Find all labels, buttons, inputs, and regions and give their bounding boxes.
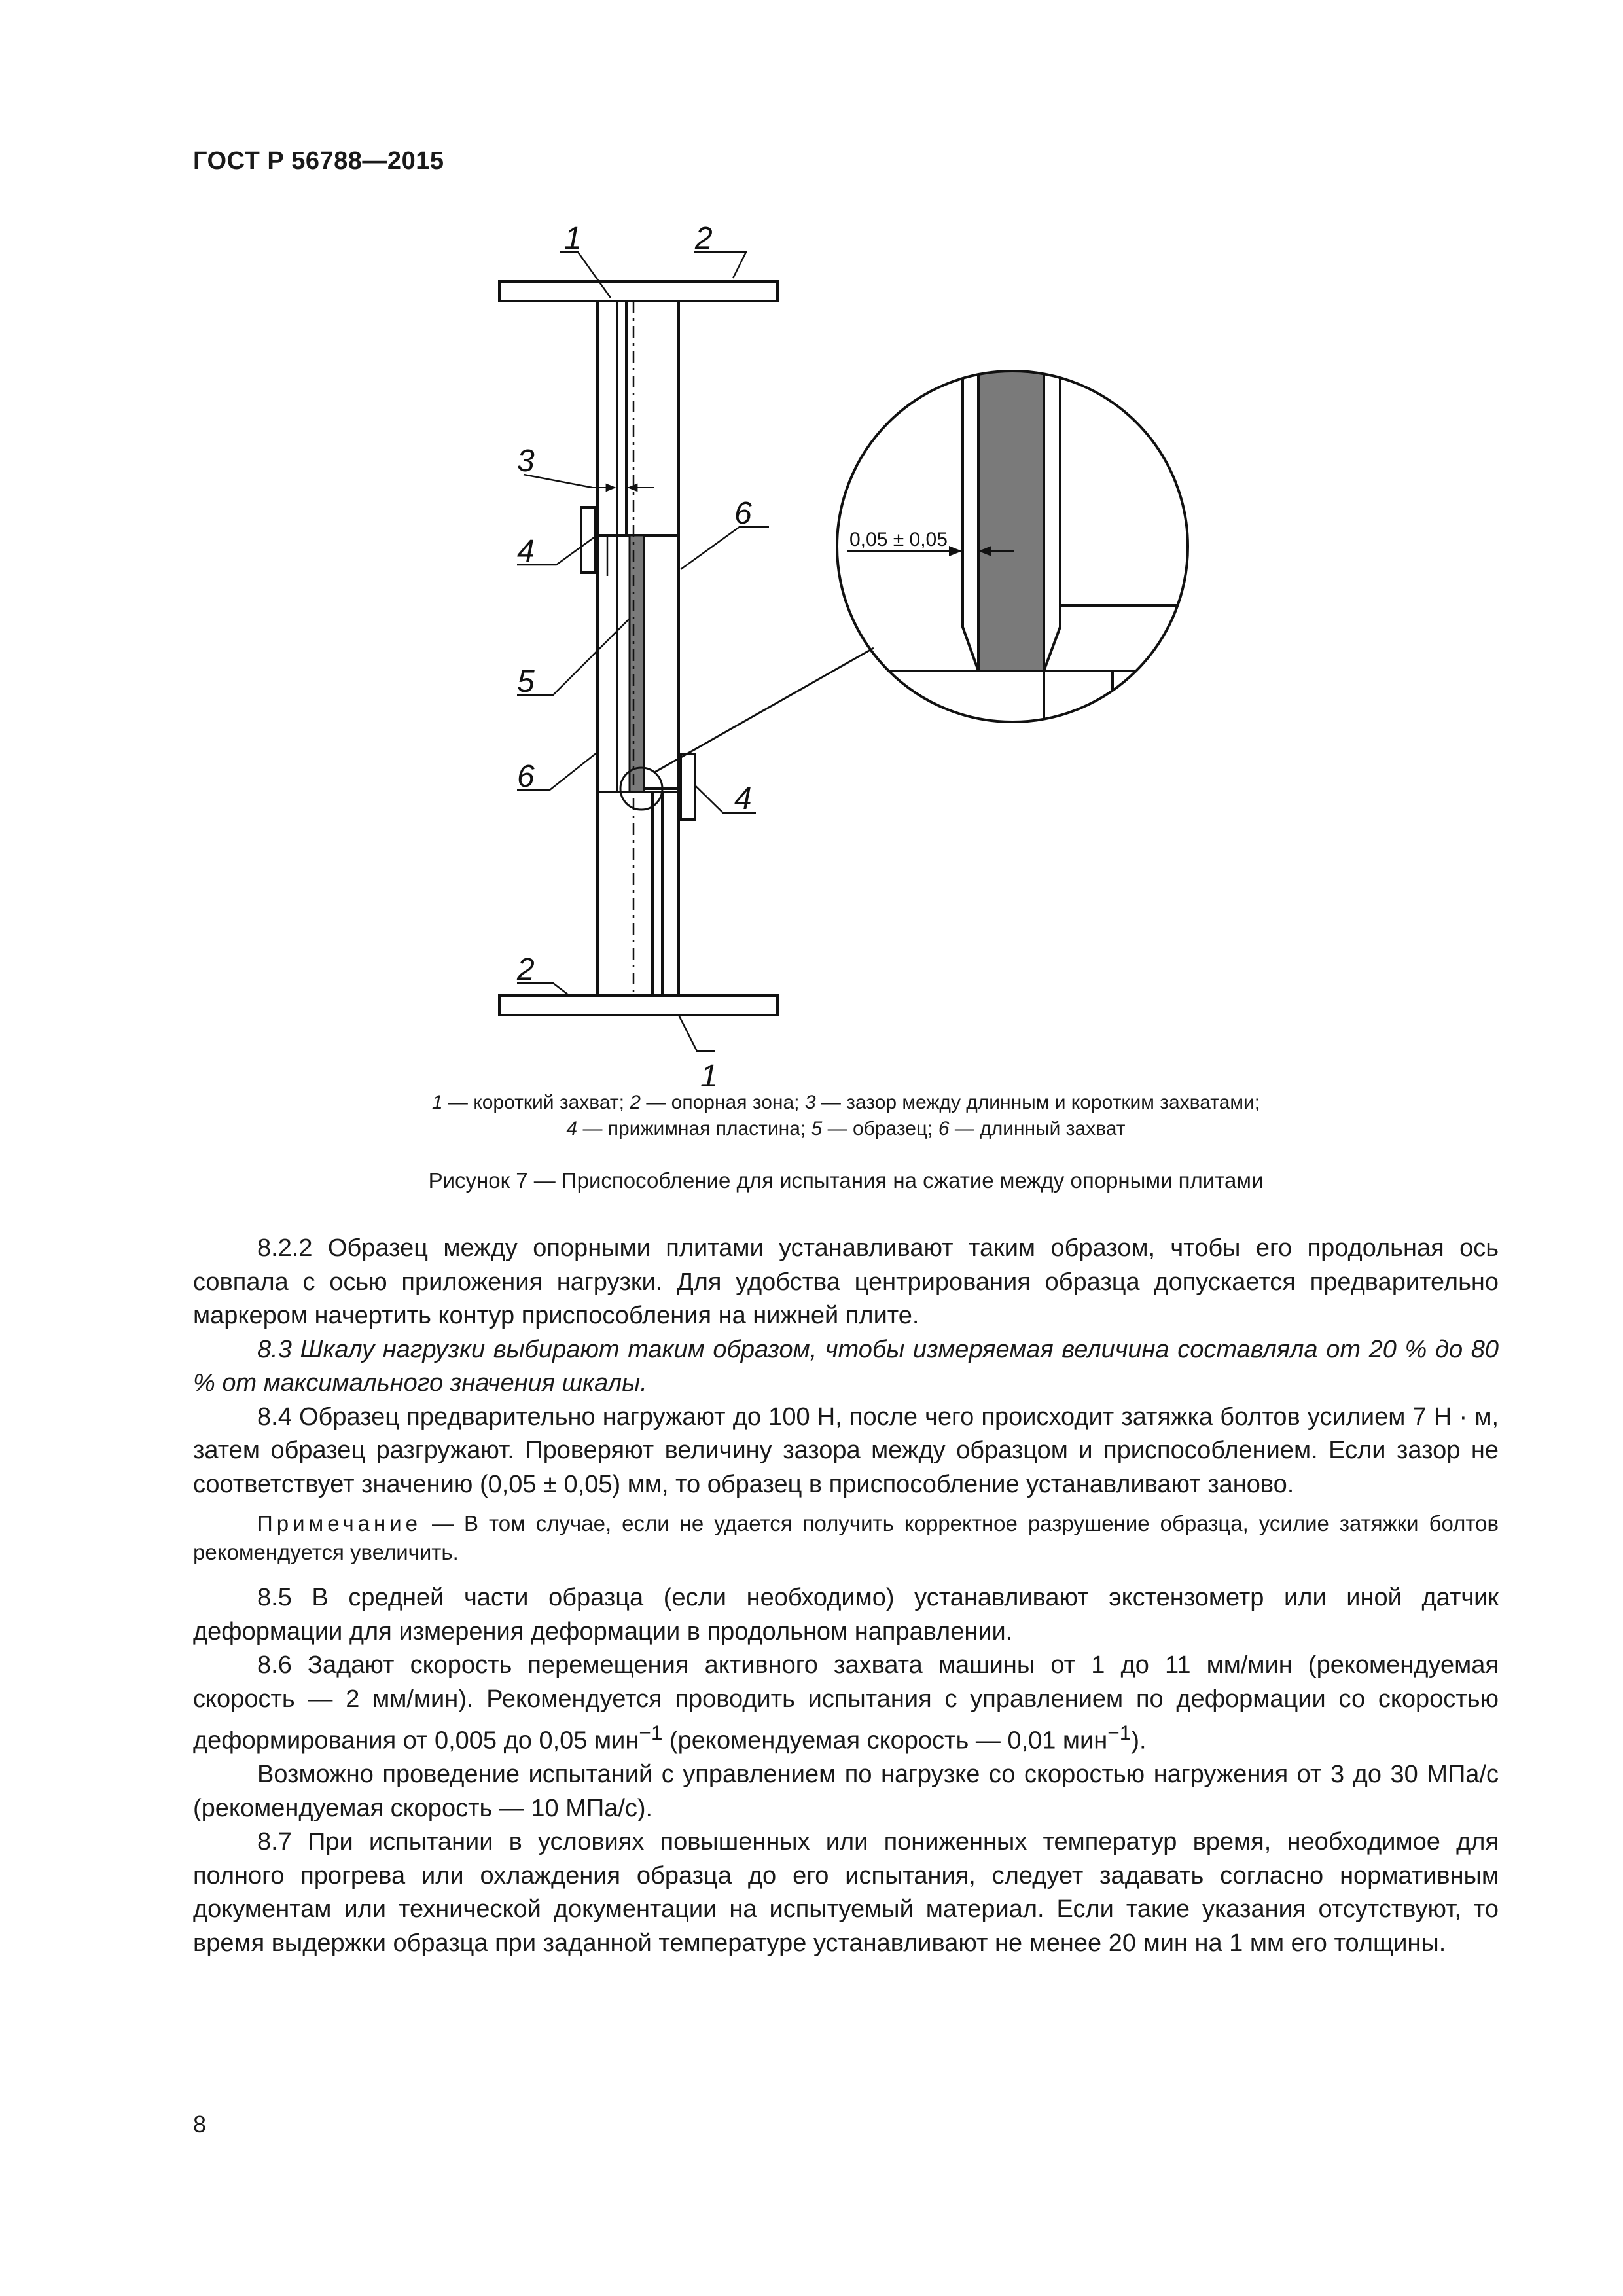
paragraph-8-6-continued: Возможно проведение испытаний с управлением по нагрузке со скоростью нагружения от 3 до 30 МПа/с (рекомендуемая скорость — 10 МПа/с). (193, 1761, 1499, 1822)
paragraph-8-3: 8.3 Шкалу нагрузки выбирают таким образом, чтобы измеряемая величина составляла от 20 % до 80 % от максимального значения шкалы. (193, 1335, 1499, 1397)
body-text (193, 1232, 1499, 1960)
legend-num-3: 3 (804, 1092, 816, 1113)
paragraph-8-5: 8.5 В средней части образца (если необходимо) устанавливают экстензометр или иной датчик деформации для измерения деформации в продольном направлении. (193, 1584, 1499, 1645)
legend-num-4: 4 (566, 1118, 578, 1139)
paragraph-8-2-2: 8.2.2 Образец между опорными плитами устанавливают таким образом, чтобы его продольная ось совпала с осью приложения нагрузки. Для удобства центрирования образца допускается предварительно маркером начертить контур приспособления на нижней плите. (193, 1234, 1499, 1329)
legend-num-2: 2 (630, 1092, 641, 1113)
legend-num-1: 1 (431, 1092, 443, 1113)
legend-item-4: — прижимная пластина; (577, 1118, 812, 1139)
legend-item-3: — зазор между длинным и коротким захватами; (815, 1092, 1260, 1113)
paragraph-8-6-part-a: 8.6 Задают скорость перемещения активного захвата машины от 1 до 11 мм/мин (рекомендуемая скорость — 2 мм/мин). Рекомендуется проводить испытания с управлением по деформации со скоростью деформирования от 0,005 до 0,05 мин (193, 1651, 1499, 1755)
legend-item-5: — образец; (822, 1118, 938, 1139)
label-6-left: 6 (517, 759, 535, 794)
note (193, 1509, 1499, 1567)
document-standard-number: ГОСТ Р 56788—2015 (193, 147, 444, 175)
top-support-plate (499, 281, 777, 301)
paragraph-8-7: 8.7 При испытании в условиях повышенных или пониженных температур время, необходимое для полного прогрева или охлаждения образца до его испытания, следует задавать согласно нормативным документам или технической документации на испытуемый материал. Если такие указания отсутствуют, то время выдержки образца при заданной температуре устанавливают не менее 20 мин на 1 мм его толщины. (193, 1828, 1499, 1957)
label-2-bottom: 2 (517, 952, 535, 987)
legend-item-2: — опорная зона; (640, 1092, 805, 1113)
label-2-top: 2 (695, 221, 713, 256)
figure-7-drawing (0, 0, 1623, 1086)
label-3: 3 (517, 444, 535, 478)
label-5: 5 (517, 664, 535, 699)
paragraph-8-4: 8.4 Образец предварительно нагружают до 100 Н, после чего происходит затяжка болтов усилием 7 Н · м, затем образец разгружают. Проверяют величину зазора между образцом и приспособлением. Если зазор не соответствует значению (0,05 ± 0,05) мм, то образец в приспособление устанавливают заново. (193, 1403, 1499, 1498)
paragraph-8-6-part-c: ). (1131, 1727, 1147, 1755)
paragraph-8-6 (193, 1649, 1499, 1758)
legend-item-6: — длинный захват (949, 1118, 1126, 1139)
specimen (630, 535, 644, 792)
label-4-left: 4 (517, 534, 535, 569)
label-1-bottom: 1 (700, 1059, 718, 1086)
note-text: — В том случае, если не удается получить корректное разрушение образца, усилие затяжки болтов рекомендуется увеличить. (193, 1511, 1499, 1564)
legend-num-5: 5 (811, 1118, 823, 1139)
superscript-1: −1 (639, 1721, 663, 1744)
note-label: Примечание (257, 1511, 422, 1535)
clamp-plate-left (581, 507, 596, 573)
paragraph-8-6-part-b: (рекомендуемая скорость — 0,01 мин (662, 1727, 1108, 1755)
label-6-right: 6 (734, 496, 752, 531)
figure-legend (193, 1090, 1499, 1142)
page-number: 8 (193, 2111, 207, 2138)
label-1-top: 1 (564, 221, 582, 256)
label-4-right: 4 (734, 781, 752, 816)
legend-num-6: 6 (938, 1118, 950, 1139)
legend-item-1: — короткий захват; (442, 1092, 630, 1113)
clamp-plate-right (681, 754, 695, 819)
figure-caption: Рисунок 7 — Приспособление для испытания на сжатие между опорными плитами (428, 1168, 1264, 1193)
bottom-support-plate (499, 996, 777, 1015)
superscript-2: −1 (1107, 1721, 1132, 1744)
gap-dimension-text: 0,05 ± 0,05 (849, 529, 948, 550)
